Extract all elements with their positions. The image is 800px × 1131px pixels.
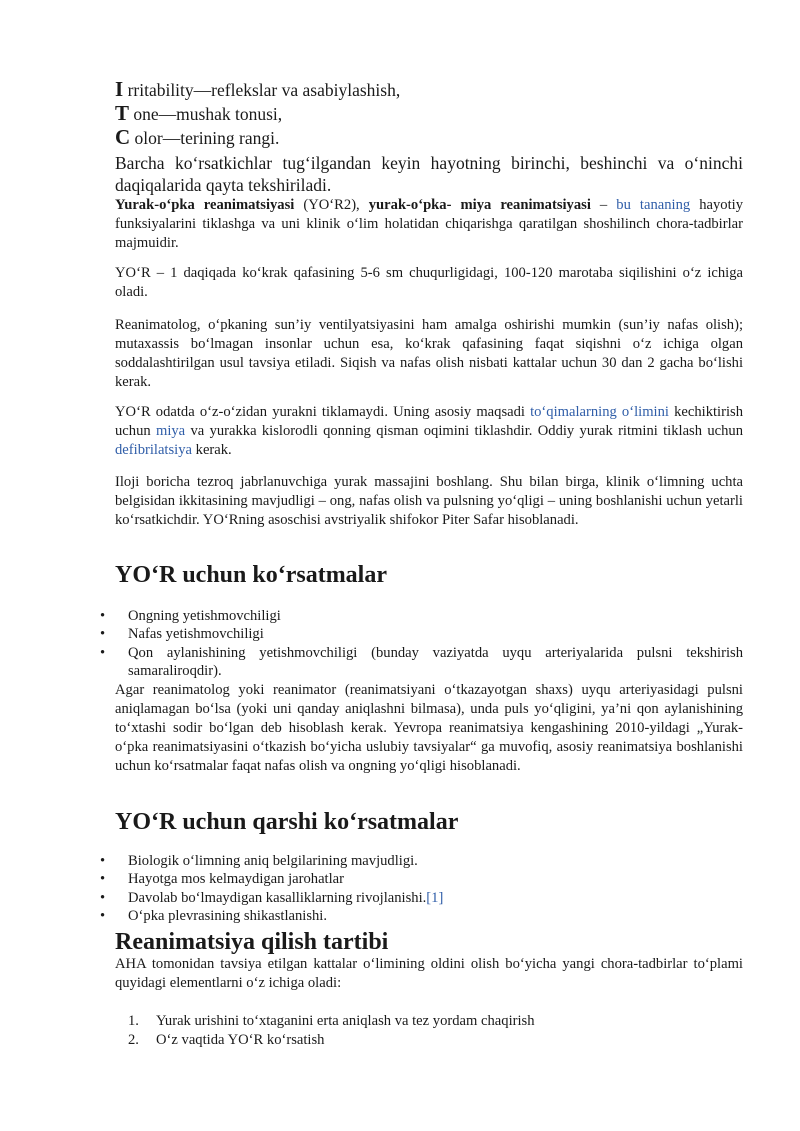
text-span: hayotiy funksiyalarini tiklashga va uni klinik o‘lim holatidan chiqarishga qaratilgan shoshilinch chora-tadbirlar majmuidir. (115, 197, 743, 251)
link-brain[interactable]: miya (155, 423, 186, 439)
paragraph-ventilation: Reanimatolog, o‘pkaning sun’iy ventilyatsiyasini ham amalga oshirishi mumkin (sun’iy nafas olish); mutaxassis bo‘lmagan insonlar uchun esa, ko‘krak qafasining faqat siqishni o‘z ichiga olgan soddalashtirilgan usul tavsiya etiladi. Siqish va nafas olish nisbati kattalar uchun 30 dan 2 gacha bo‘lishi kerak. (115, 317, 743, 390)
text-span: – (590, 197, 617, 213)
apgar-item (115, 126, 743, 150)
step-text: O‘z vaqtida YO‘R ko‘rsatish (156, 1032, 325, 1048)
text-span: kechiktirish uchun (115, 404, 743, 439)
apgar-text: one—mushak tonusi, (129, 104, 283, 124)
apgar-letter: I (115, 77, 124, 101)
steps-list (128, 1012, 743, 1050)
list-item (100, 889, 743, 907)
heading-indications: YO‘R uchun ko‘rsatmalar (115, 562, 388, 588)
list-item-text: Biologik o‘limning aniq belgilarining mavjudligi. (128, 853, 418, 869)
paragraph-pulse: Agar reanimatolog yoki reanimator (reanimatsiyani o‘tkazayotgan shaxs) uyqu arteriyasidagi pulsni aniqlamagan bo‘lsa (yoki uni qanday aniqlashni bilmasa), unda puls yo‘qligini, ya’ni qon aylanishining to‘xtashi sodir bo‘lgan deb hisoblash kerak. Yevropa reanimatsiya kengashining 2010-yildagi „Yurak-o‘pka reanimatsiyasini o‘tkazish bo‘yicha uslubiy tavsiyalar“ ga muvofiq, asosiy reanimatsiya boshlanishi uchun ko‘rsatmalar faqat nafas olish va ongning yo‘qligi hisoblanadi. (115, 682, 743, 774)
list-item-text: Davolab bo‘lmaydigan kasalliklarning rivojlanishi. (128, 889, 427, 906)
apgar-text: olor—terining rangi. (130, 128, 280, 148)
link-defibrillation[interactable]: defibrilatsiya (115, 442, 192, 458)
list-item-text: Hayotga mos kelmaydigan jarohatlar (128, 871, 344, 888)
list-item (100, 907, 743, 925)
paragraph-purpose (115, 403, 743, 460)
apgar-item (115, 102, 743, 126)
term-cpr: Yurak-o‘pka reanimatsiyasi (115, 197, 295, 213)
paragraph-compressions: YO‘R – 1 daqiqada ko‘krak qafasining 5-6 sm chuqurligidagi, 100-120 marotaba siqilishini o‘z ichiga oladi. (115, 265, 743, 300)
paragraph-aha: AHA tomonidan tavsiya etilgan kattalar o‘limining oldini olish bo‘yicha yangi chora-tadbirlar to‘plami quyidagi elementlarni o‘z ichiga oladi: (115, 956, 743, 991)
list-item: • Nafas yetishmovchiligi (100, 625, 743, 643)
link-bu-tananing[interactable]: bu tananing (616, 197, 691, 213)
link-tissue-death[interactable]: to‘qimalarning o‘limini (530, 404, 669, 420)
apgar-letter: T (115, 101, 130, 125)
heading-contraindications: YO‘R uchun qarshi ko‘rsatmalar (115, 809, 459, 835)
reference-link[interactable]: [1] (426, 889, 444, 906)
list-item: • Ongning yetishmovchiligi (100, 607, 743, 625)
apgar-item (115, 78, 743, 102)
step-number: 1. (128, 1013, 139, 1029)
contraindications-list (100, 852, 743, 925)
list-item (100, 870, 743, 888)
heading-procedure: Reanimatsiya qilish tartibi (115, 929, 389, 955)
list-item-text: O‘pka plevrasining shikastlanishi. (128, 907, 328, 924)
text-span: va yurakka kislorodli qonning qisman oqimini tiklashdir. Oddiy yurak ritmini tiklash uchun (185, 423, 743, 439)
apgar-text: rritability—reflekslar va asabiylashish, (123, 80, 401, 100)
step-text: Yurak urishini to‘xtaganini erta aniqlash va tez yordam chaqirish (156, 1013, 535, 1029)
apgar-list (115, 78, 743, 150)
list-item (128, 1012, 743, 1031)
paragraph-start-massage: Iloji boricha tezroq jabrlanuvchiga yurak massajini boshlang. Shu bilan birga, klinik o‘limning uchta belgisidan ikkitasining mavjudligi – ong, nafas olish va pulsning yo‘qligi – uning boshlanishi uchun yetarli ko‘rsatkichdir. YO‘Rning asoschisi avstriyalik shifokor Piter Safar hisoblanadi. (115, 474, 743, 528)
text-span: YO‘R odatda o‘z-o‘zidan yurakni tiklamaydi. Uning asosiy maqsadi (115, 404, 531, 420)
text-span: (YO‘R2), (294, 197, 369, 213)
indications-list (100, 607, 743, 680)
text-span: kerak. (192, 442, 232, 458)
list-item: • Qon aylanishining yetishmovchiligi (bunday vaziyatda uyqu arteriyalarida pulsni tekshirish samaraliroqdir). (100, 644, 743, 681)
step-number: 2. (128, 1032, 139, 1048)
list-item (100, 852, 743, 870)
lead-paragraph: Barcha ko‘rsatkichlar tug‘ilgandan keyin hayotning birinchi, beshinchi va o‘ninchi daqiqalarida qayta tekshiriladi. (115, 153, 743, 195)
definition-paragraph (115, 196, 743, 253)
apgar-letter: C (115, 125, 131, 149)
list-item (128, 1031, 743, 1050)
term-cpcr: yurak-o‘pka- miya reanimatsiyasi (368, 197, 591, 213)
